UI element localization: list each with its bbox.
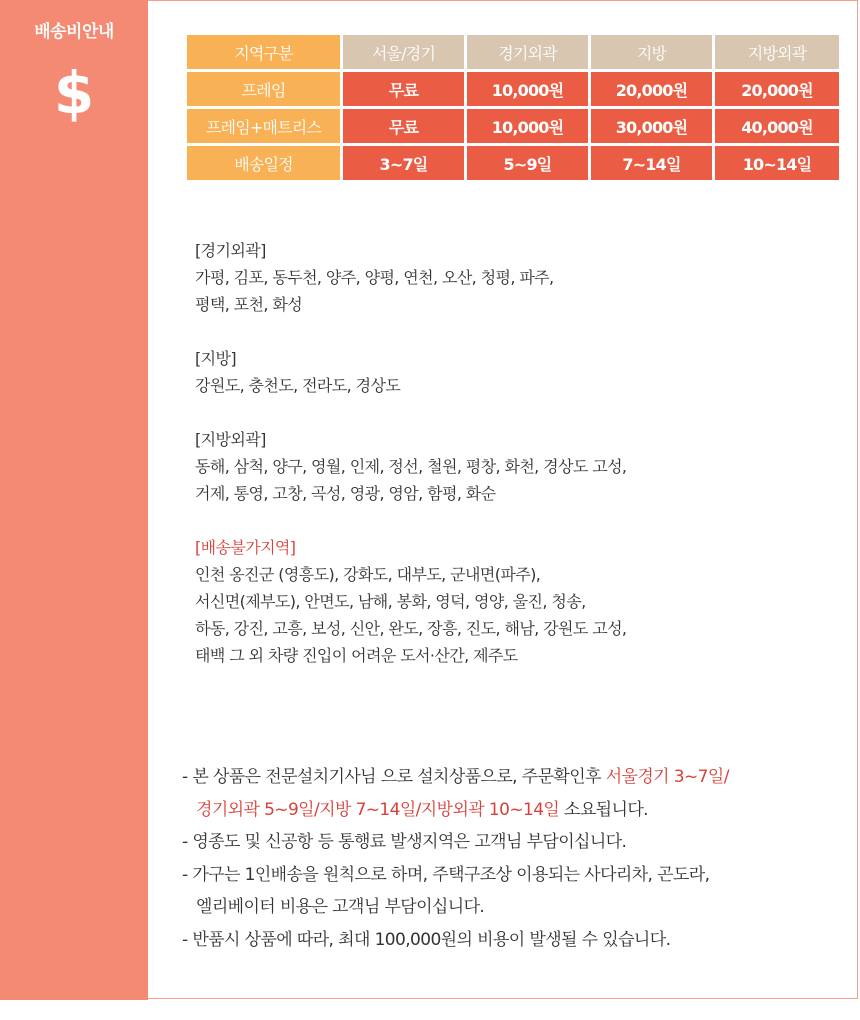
table-cell: 10,000원: [466, 108, 590, 145]
region-line: 강원도, 충천도, 전라도, 경상도: [195, 376, 401, 395]
notice-item: - 반품시 상품에 따라, 최대 100,000원의 비용이 발생될 수 있습니다.: [182, 929, 671, 950]
table-header-cell: 지방외곽: [714, 35, 840, 71]
table-cell: 5~9일: [466, 145, 590, 181]
region-title: [지방]: [195, 349, 236, 368]
region-line: 거제, 통영, 고창, 곡성, 영광, 영암, 함평, 화순: [195, 484, 496, 503]
table-cell: 10~14일: [714, 145, 840, 181]
region-line: 인천 옹진군 (영흥도), 강화도, 대부도, 군내면(파주),: [195, 565, 541, 584]
notice-item: - 가구는 1인배송을 원칙으로 하며, 주택구조상 이용되는 사다리차, 곤도라,: [182, 864, 710, 885]
table-header-cell: 지방: [590, 35, 714, 71]
table-header-cell: 서울/경기: [342, 35, 466, 71]
notice-item: - 영종도 및 신공항 등 통행료 발생지역은 고객님 부담이십니다.: [182, 832, 627, 852]
notice-text: - 본 상품은 전문설치기사님 으로 설치상품으로, 주문확인후: [182, 767, 606, 787]
table-cell: 30,000원: [590, 108, 714, 145]
notice-item-continued: [182, 794, 729, 827]
row-label: 프레임+매트리스: [187, 108, 342, 145]
table-header-cell: 경기외곽: [466, 35, 590, 71]
notice-item-continued: 엘리베이터 비용은 고객님 부담이십니다.: [196, 897, 485, 917]
region-line: 하동, 강진, 고흥, 보성, 신안, 완도, 장흥, 진도, 해남, 강원도 고성,: [195, 619, 627, 638]
notice-item: [182, 761, 729, 794]
sidebar-title: 배송비안내: [34, 22, 114, 42]
table-cell: 3~7일: [342, 145, 466, 181]
table-header-row: [187, 35, 839, 71]
row-label: 배송일정: [187, 145, 342, 181]
region-title: [지방외곽]: [195, 430, 266, 449]
table-cell: 20,000원: [714, 71, 840, 108]
region-line: 동해, 삼척, 양구, 영월, 인제, 정선, 철원, 평창, 화천, 경상도 고성,: [195, 457, 627, 476]
region-list: [195, 237, 626, 696]
table-cell: 무료: [342, 108, 466, 145]
table-cell: 7~14일: [590, 145, 714, 181]
table-row: [187, 108, 839, 145]
shipping-fee-table: [187, 35, 839, 180]
region-line: 태백 그 외 차량 진입이 어려운 도서·산간, 제주도: [195, 646, 518, 665]
notice-text: 소요됩니다.: [559, 799, 648, 820]
region-block-gyeonggi-outer: [195, 237, 626, 318]
sidebar: [0, 0, 148, 1000]
table-cell: 20,000원: [590, 71, 714, 108]
region-title: [배송불가지역]: [195, 538, 296, 557]
region-block-undeliverable: [195, 534, 626, 669]
table-cell: 40,000원: [714, 108, 840, 145]
region-block-province-outer: [195, 426, 626, 507]
region-line: 가평, 김포, 동두천, 양주, 양평, 연천, 오산, 청평, 파주,: [195, 268, 554, 287]
region-block-province: [195, 345, 626, 399]
region-line: 평택, 포천, 화성: [195, 295, 303, 314]
table-row: [187, 71, 839, 108]
notice-list: [182, 761, 729, 956]
table-cell: 무료: [342, 71, 466, 108]
dollar-icon: $: [53, 59, 95, 127]
notice-highlight: 경기외곽 5~9일/지방 7~14일/지방외곽 10~14일: [196, 799, 560, 820]
notice-highlight: 서울경기 3~7일/: [605, 767, 729, 787]
table-cell: 10,000원: [466, 71, 590, 108]
region-line: 서신면(제부도), 안면도, 남해, 봉화, 영덕, 영양, 울진, 청송,: [195, 592, 586, 611]
row-label: 프레임: [187, 71, 342, 108]
region-title: [경기외곽]: [195, 241, 266, 260]
table-header-cell: 지역구분: [187, 35, 342, 71]
table-row: [187, 145, 839, 181]
